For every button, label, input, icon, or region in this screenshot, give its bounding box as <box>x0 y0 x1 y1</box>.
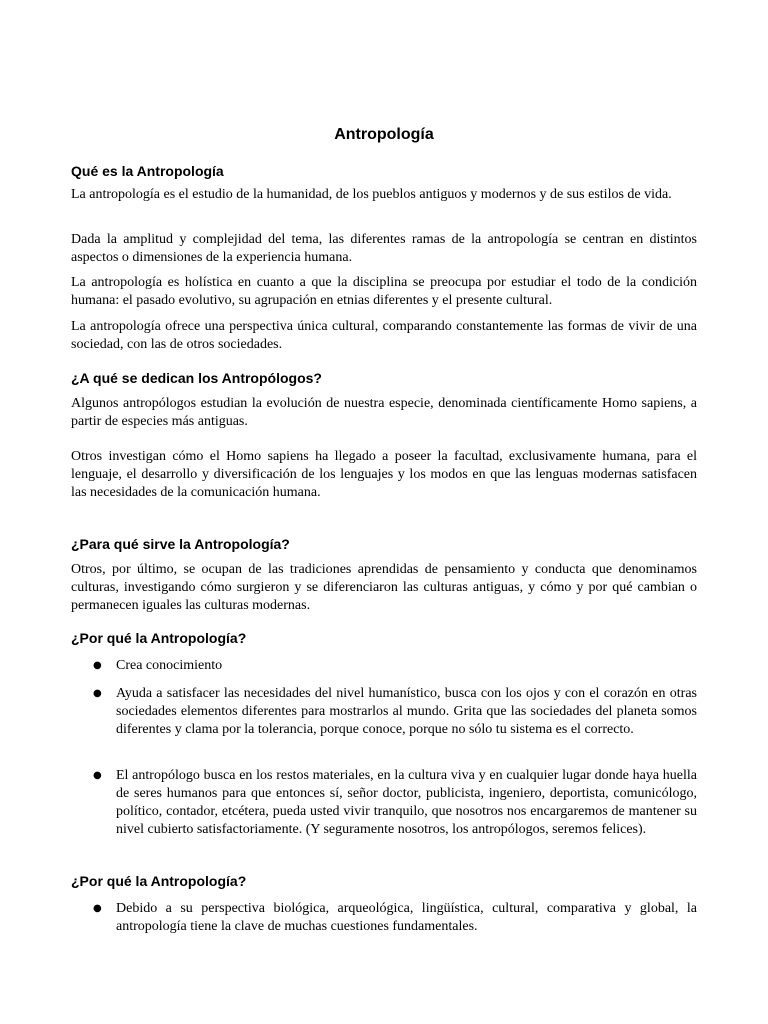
section-heading-por-que: ¿Por qué la Antropología? <box>71 630 247 646</box>
list-item-text: Crea conocimiento <box>116 658 223 673</box>
list-item-text: Ayuda a satisfacer las necesidades del nivel humanístico, busca con los ojos y con el corazón en otras sociedades elementos diferentes para mostrarlos al mundo. Grita que las sociedades del planeta somos diferentes y clama por la tolerancia, porque conoce, porque no sólo tu sistema es el correcto. <box>116 686 697 737</box>
paragraph: Otros investigan cómo el Homo sapiens ha llegado a poseer la facultad, exclusivamente humana, para el lenguaje, el desarrollo y diversificación de los lenguajes y los modos en que las lenguas modernas satisfacen las necesidades de la comunicación humana. <box>71 449 697 500</box>
list-item-text: El antropólogo busca en los restos materiales, en la cultura viva y en cualquier lugar donde haya huella de seres humanos para que entonces sí, señor doctor, publicista, ingeniero, deportista, comunicólogo, político, contador, etcétera, pueda usted vivir tranquilo, que nosotros nos encargaremos de mantener su nivel cubierto satisfactoriamente. (Y seguramente nosotros, los antropólogos, seremos felices). <box>116 768 697 837</box>
paragraph: Otros, por último, se ocupan de las tradiciones aprendidas de pensamiento y conducta que denominamos culturas, investigando cómo surgieron y se diferenciaron las culturas antiguas, y cómo y por qué cambian o permanecen iguales las culturas modernas. <box>71 562 697 613</box>
bullet-icon: ● <box>93 688 102 699</box>
bullet-icon: ● <box>93 903 102 914</box>
list-item-text: Debido a su perspectiva biológica, arqueológica, lingüística, cultural, comparativa y global, la antropología tiene la clave de muchas cuestiones fundamentales. <box>116 901 697 934</box>
document-title: Antropología <box>334 126 434 143</box>
section-heading-para-que-sirve: ¿Para qué sirve la Antropología? <box>71 536 290 552</box>
bullet-icon: ● <box>93 660 102 671</box>
section-heading-por-que-2: ¿Por qué la Antropología? <box>71 873 247 889</box>
section-heading-que-es: Qué es la Antropología <box>71 163 224 179</box>
paragraph: La antropología es el estudio de la humanidad, de los pueblos antiguos y modernos y de sus estilos de vida. <box>71 187 672 202</box>
paragraph: La antropología ofrece una perspectiva única cultural, comparando constantemente las formas de vivir de una sociedad, con las de otros sociedades. <box>71 319 697 352</box>
paragraph: Dada la amplitud y complejidad del tema, las diferentes ramas de la antropología se centran en distintos aspectos o dimensiones de la experiencia humana. <box>71 232 697 265</box>
paragraph: Algunos antropólogos estudian la evolución de nuestra especie, denominada científicamente Homo sapiens, a partir de especies más antiguas. <box>71 396 697 429</box>
paragraph: La antropología es holística en cuanto a que la disciplina se preocupa por estudiar el todo de la condición humana: el pasado evolutivo, su agrupación en etnias diferentes y el presente cultural. <box>71 275 697 308</box>
section-heading-a-que-se-dedican: ¿A qué se dedican los Antropólogos? <box>71 370 322 386</box>
bullet-icon: ● <box>93 770 102 781</box>
